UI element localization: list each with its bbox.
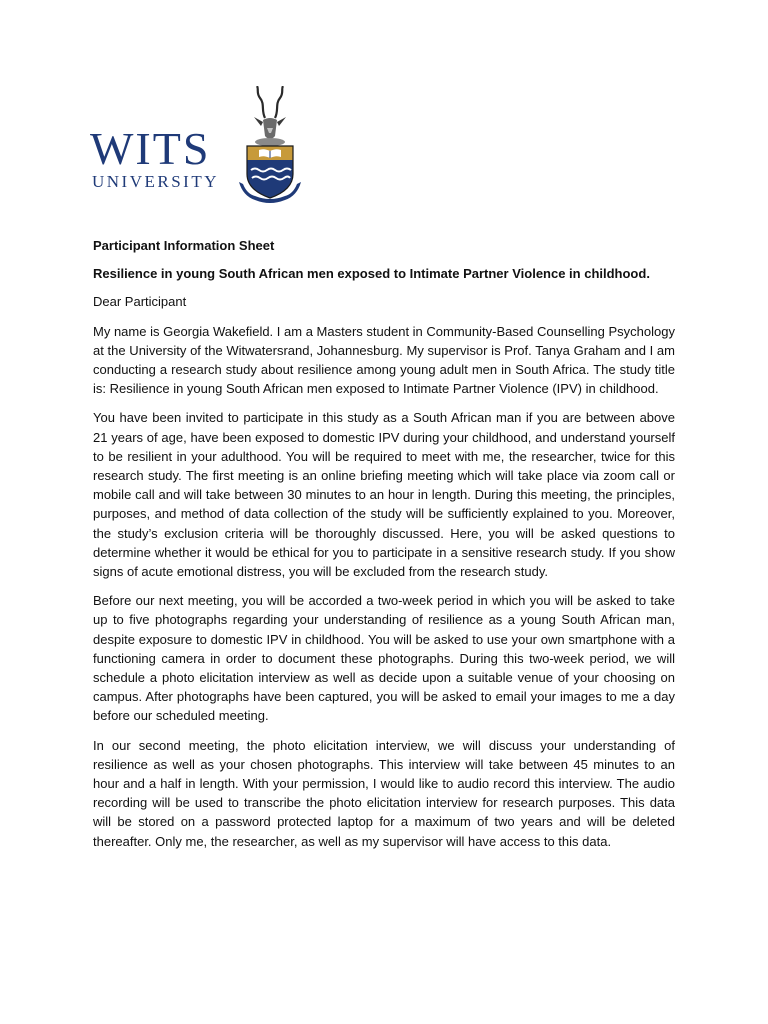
university-crest-icon [235, 86, 305, 206]
paragraph-introduction: My name is Georgia Wakefield. I am a Masters student in Community-Based Counselling Psychology at the University of the Witwatersrand, Johannesburg. My supervisor is Prof. Tanya Graham and I am conducting a research study about resilience among young adult men in South Africa. The study title is: Resilience in young South African men exposed to Intimate Partner Violence (IPV) in childhood. [93, 323, 675, 397]
information-sheet-body [93, 236, 675, 861]
logo-wordmark-wits: WITS [90, 123, 211, 174]
study-title: Resilience in young South African men exposed to Intimate Partner Violence in childhood. [93, 266, 650, 282]
paragraph-first-meeting: You have been invited to participate in this study as a South African man if you are between above 21 years of age, have been exposed to domestic IPV during your childhood, and understand yourself to be resilient in your adulthood. You will be required to meet with me, the researcher, twice for this research study. The first meeting is an online briefing meeting which will take place via zoom call or mobile call and will take between 30 minutes to an hour in length. During this meeting, the principles, purposes, and method of data collection of the study will be sufficiently explained to you. Moreover, the study’s exclusion criteria will be thoroughly discussed. Here, you will be asked questions to determine whether it would be ethical for you to participate in a sensitive research study. If you show signs of acute emotional distress, you will be excluded from the research study. [93, 410, 675, 580]
paragraph-second-meeting: In our second meeting, the photo elicitation interview, we will discuss your understanding of resilience as well as your chosen photographs. This interview will take between 45 minutes to an hour and a half in length. With your permission, I would like to audio record this interview. The audio recording will be used to transcribe the photo elicitation interview for research purposes. This data will be stored on a password protected laptop for a maximum of two years and will be deleted thereafter. Only me, the researcher, as well as my supervisor will have access to this data. [93, 737, 675, 849]
logo-wordmark [90, 123, 219, 192]
logo-wordmark-university: UNIVERSITY [92, 172, 219, 191]
document-heading: Participant Information Sheet [93, 238, 275, 253]
wits-university-logo [90, 86, 310, 206]
salutation: Dear Participant [93, 294, 187, 310]
paragraph-photographs: Before our next meeting, you will be accorded a two-week period in which you will be asked to take up to five photographs regarding your understanding of resilience as a young South African man, despite exposure to domestic IPV in childhood. You will be asked to use your own smartphone with a functioning camera in order to document these photographs. During this two-week period, we will schedule a photo elicitation interview as well as decide upon a suitable venue of your choosing on campus. After photographs have been captured, you will be asked to email your images to me a day before our scheduled meeting. [93, 593, 675, 724]
